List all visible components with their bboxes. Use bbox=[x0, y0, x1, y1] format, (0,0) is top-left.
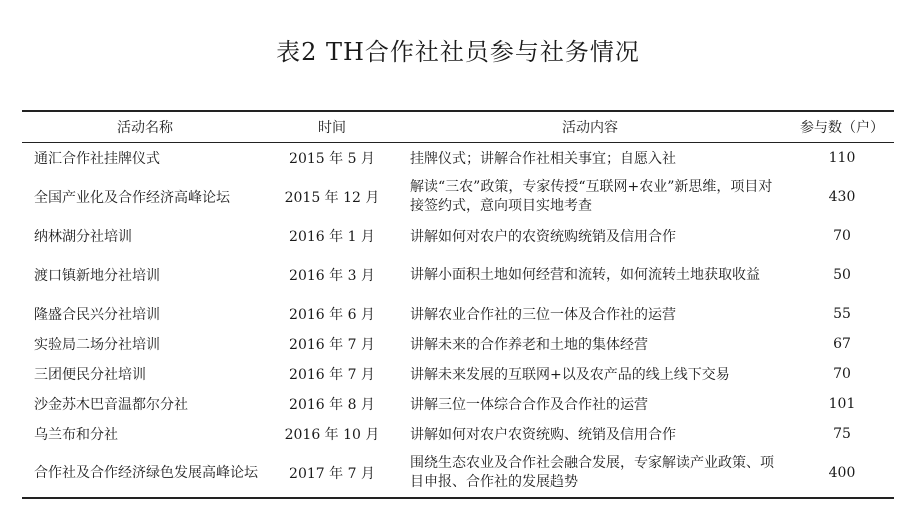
participant-count-cell: 430 bbox=[828, 189, 856, 205]
time-cell: 2016 年 6 月 bbox=[289, 307, 375, 323]
activity-content-cell: 讲解三位一体综合合作及合作社的运营 bbox=[410, 397, 648, 413]
time-cell: 2016 年 10 月 bbox=[284, 427, 380, 443]
time-cell: 2016 年 7 月 bbox=[289, 367, 375, 383]
activity-content-cell: 讲解小面积土地如何经营和流转，如何流转土地获取收益 bbox=[410, 266, 760, 283]
activity-name-cell: 全国产业化及合作经济高峰论坛 bbox=[34, 190, 230, 206]
header-time: 时间 bbox=[318, 120, 346, 136]
activity-name-cell: 合作社及合作经济绿色发展高峰论坛 bbox=[34, 464, 258, 481]
participant-count-cell: 75 bbox=[833, 426, 851, 442]
header-activity-content: 活动内容 bbox=[562, 120, 618, 136]
header-participant-count: 参与数（户） bbox=[800, 120, 884, 136]
table-row bbox=[22, 143, 894, 173]
time-cell: 2015 年 5 月 bbox=[289, 151, 375, 167]
table-row bbox=[22, 359, 894, 389]
table-row bbox=[22, 419, 894, 449]
activity-content-cell: 讲解如何对农户的农资统购统销及信用合作 bbox=[410, 229, 676, 245]
time-cell: 2016 年 3 月 bbox=[289, 268, 375, 284]
activity-name-cell: 三团便民分社培训 bbox=[34, 367, 146, 383]
participant-count-cell: 50 bbox=[833, 267, 851, 283]
activity-name-cell: 通汇合作社挂牌仪式 bbox=[34, 151, 160, 167]
participant-count-cell: 110 bbox=[828, 150, 856, 166]
activity-name-cell: 隆盛合民兴分社培训 bbox=[34, 307, 160, 323]
time-cell: 2015 年 12 月 bbox=[284, 190, 380, 206]
header-activity-name: 活动名称 bbox=[117, 120, 173, 136]
table-header-row bbox=[22, 112, 894, 143]
table-row bbox=[22, 251, 894, 299]
participant-count-cell: 67 bbox=[833, 336, 851, 352]
activity-name-cell: 乌兰布和分社 bbox=[34, 427, 118, 443]
time-cell: 2016 年 8 月 bbox=[289, 397, 375, 413]
table-row bbox=[22, 299, 894, 329]
activity-content-cell: 讲解未来的合作养老和土地的集体经营 bbox=[410, 337, 648, 353]
table-row bbox=[22, 329, 894, 359]
table-row bbox=[22, 173, 894, 221]
activity-content-cell: 围绕生态农业及合作社会融合发展，专家解读产业政策、项目申报、合作社的发展趋势 bbox=[410, 455, 774, 490]
participant-count-cell: 70 bbox=[833, 228, 851, 244]
table-title: 表2 TH合作社社员参与社务情况 bbox=[276, 38, 640, 66]
table-row bbox=[22, 221, 894, 251]
activity-content-cell: 讲解未来发展的互联网+以及农产品的线上线下交易 bbox=[410, 367, 730, 383]
participant-count-cell: 400 bbox=[828, 465, 856, 481]
activity-content-cell: 挂牌仪式；讲解合作社相关事宜；自愿入社 bbox=[410, 151, 676, 167]
activity-name-cell: 纳林湖分社培训 bbox=[34, 229, 132, 245]
table-row bbox=[22, 389, 894, 419]
table-row bbox=[22, 449, 894, 497]
participant-count-cell: 55 bbox=[833, 306, 851, 322]
participant-count-cell: 101 bbox=[828, 396, 856, 412]
data-table bbox=[22, 110, 894, 499]
time-cell: 2017 年 7 月 bbox=[289, 466, 375, 482]
activity-name-cell: 渡口镇新地分社培训 bbox=[34, 268, 160, 284]
activity-content-cell: 讲解农业合作社的三位一体及合作社的运营 bbox=[410, 307, 676, 323]
activity-name-cell: 实验局二场分社培训 bbox=[34, 337, 160, 353]
time-cell: 2016 年 7 月 bbox=[289, 337, 375, 353]
participant-count-cell: 70 bbox=[833, 366, 851, 382]
activity-content-cell: 讲解如何对农户农资统购、统销及信用合作 bbox=[410, 427, 676, 443]
activity-name-cell: 沙金苏木巴音温都尔分社 bbox=[34, 397, 188, 413]
activity-content-cell: 解读“三农”政策，专家传授“互联网+农业”新思维，项目对接签约式，意向项目实地考查 bbox=[410, 179, 773, 214]
time-cell: 2016 年 1 月 bbox=[289, 229, 375, 245]
